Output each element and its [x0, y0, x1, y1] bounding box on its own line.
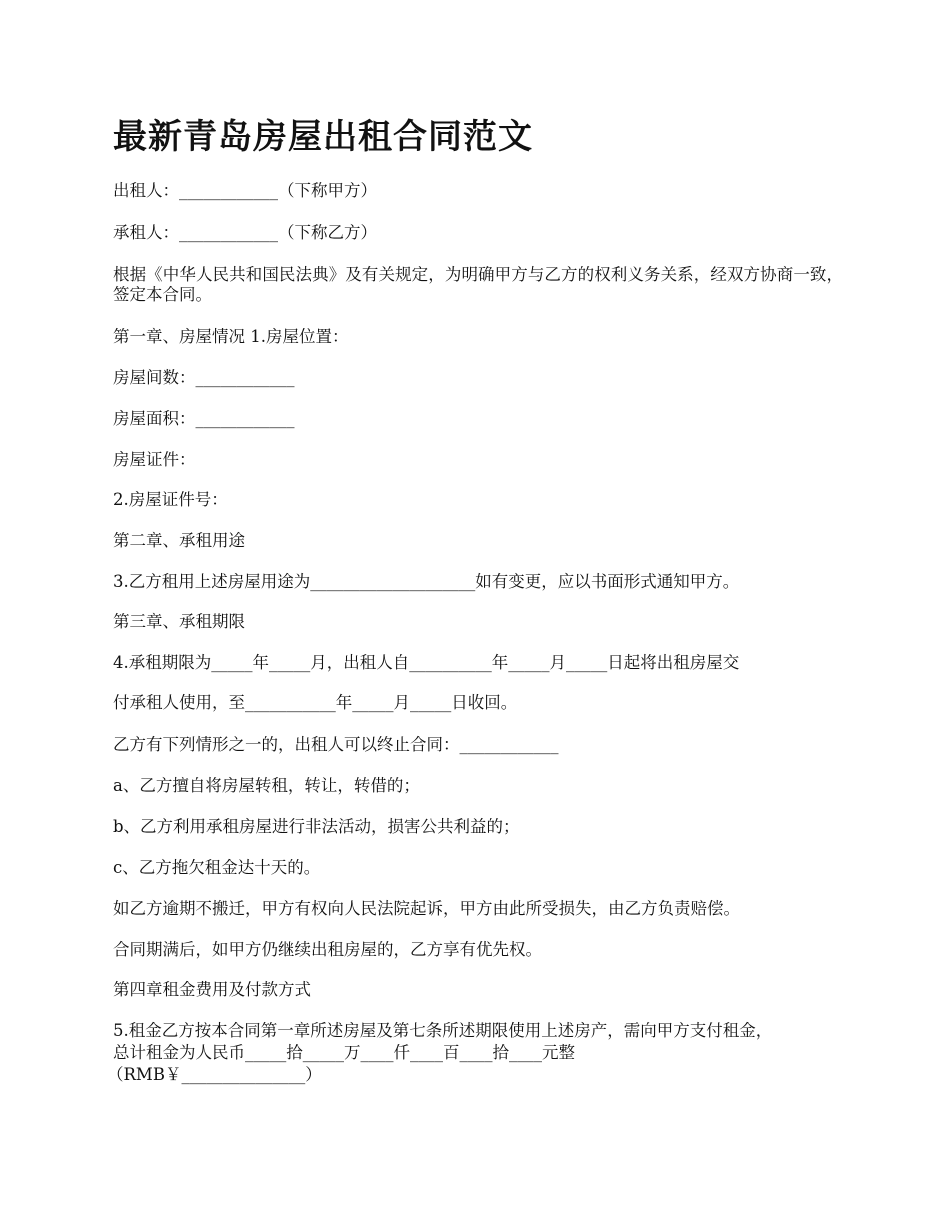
overstay-clause: 如乙方逾期不搬迁，甲方有权向人民法院起诉，甲方由此所受损失，由乙方负责赔偿。	[113, 899, 740, 918]
certificate-line: 房屋证件：	[113, 450, 196, 469]
lessor-line: 出租人：____________（下称甲方）	[113, 181, 377, 200]
termination-item-a: a、乙方擅自将房屋转租，转让，转借的；	[113, 776, 420, 795]
rent-clause-line-1: 5.租金乙方按本合同第一章所述房屋及第七条所述期限使用上述房产，需向甲方支付租金，	[113, 1021, 773, 1040]
preamble-paragraph: 根据《中华人民共和国民法典》及有关规定，为明确甲方与乙方的权利义务关系，经双方协商一致，签定本合同。	[113, 265, 843, 304]
chapter-2-heading: 第二章、承租用途	[113, 531, 245, 550]
chapter-4-heading: 第四章租金费用及付款方式	[113, 980, 311, 999]
rent-amount-rmb: （RMB￥_______________）	[107, 1065, 322, 1084]
termination-intro: 乙方有下列情形之一的，出租人可以终止合同：____________	[113, 735, 559, 754]
chapter-1-heading: 第一章、房屋情况 1.房屋位置：	[113, 327, 349, 346]
rent-clause-line-2: 总计租金为人民币_____拾_____万____仟____百____拾____元整	[113, 1043, 575, 1062]
usage-clause: 3.乙方租用上述房屋用途为____________________如有变更，应以书面形式通知甲方。	[113, 572, 740, 591]
lessee-line: 承租人：____________（下称乙方）	[113, 223, 377, 242]
certificate-number-line: 2.房屋证件号：	[113, 490, 228, 509]
document-title: 最新青岛房屋出租合同范文	[113, 117, 533, 157]
chapter-3-heading: 第三章、承租期限	[113, 612, 245, 631]
term-clause-line-2: 付承租人使用，至___________年_____月_____日收回。	[113, 693, 518, 712]
room-area-line: 房屋面积：____________	[113, 409, 295, 428]
termination-item-c: c、乙方拖欠租金达十天的。	[113, 858, 321, 877]
termination-item-b: b、乙方利用承租房屋进行非法活动，损害公共利益的；	[113, 817, 520, 836]
term-clause-line-1: 4.承租期限为_____年_____月，出租人自__________年_____月_____日起将出租房屋交	[113, 653, 740, 672]
room-count-line: 房屋间数：____________	[113, 368, 295, 387]
renewal-priority-clause: 合同期满后，如甲方仍继续出租房屋的，乙方享有优先权。	[113, 940, 542, 959]
